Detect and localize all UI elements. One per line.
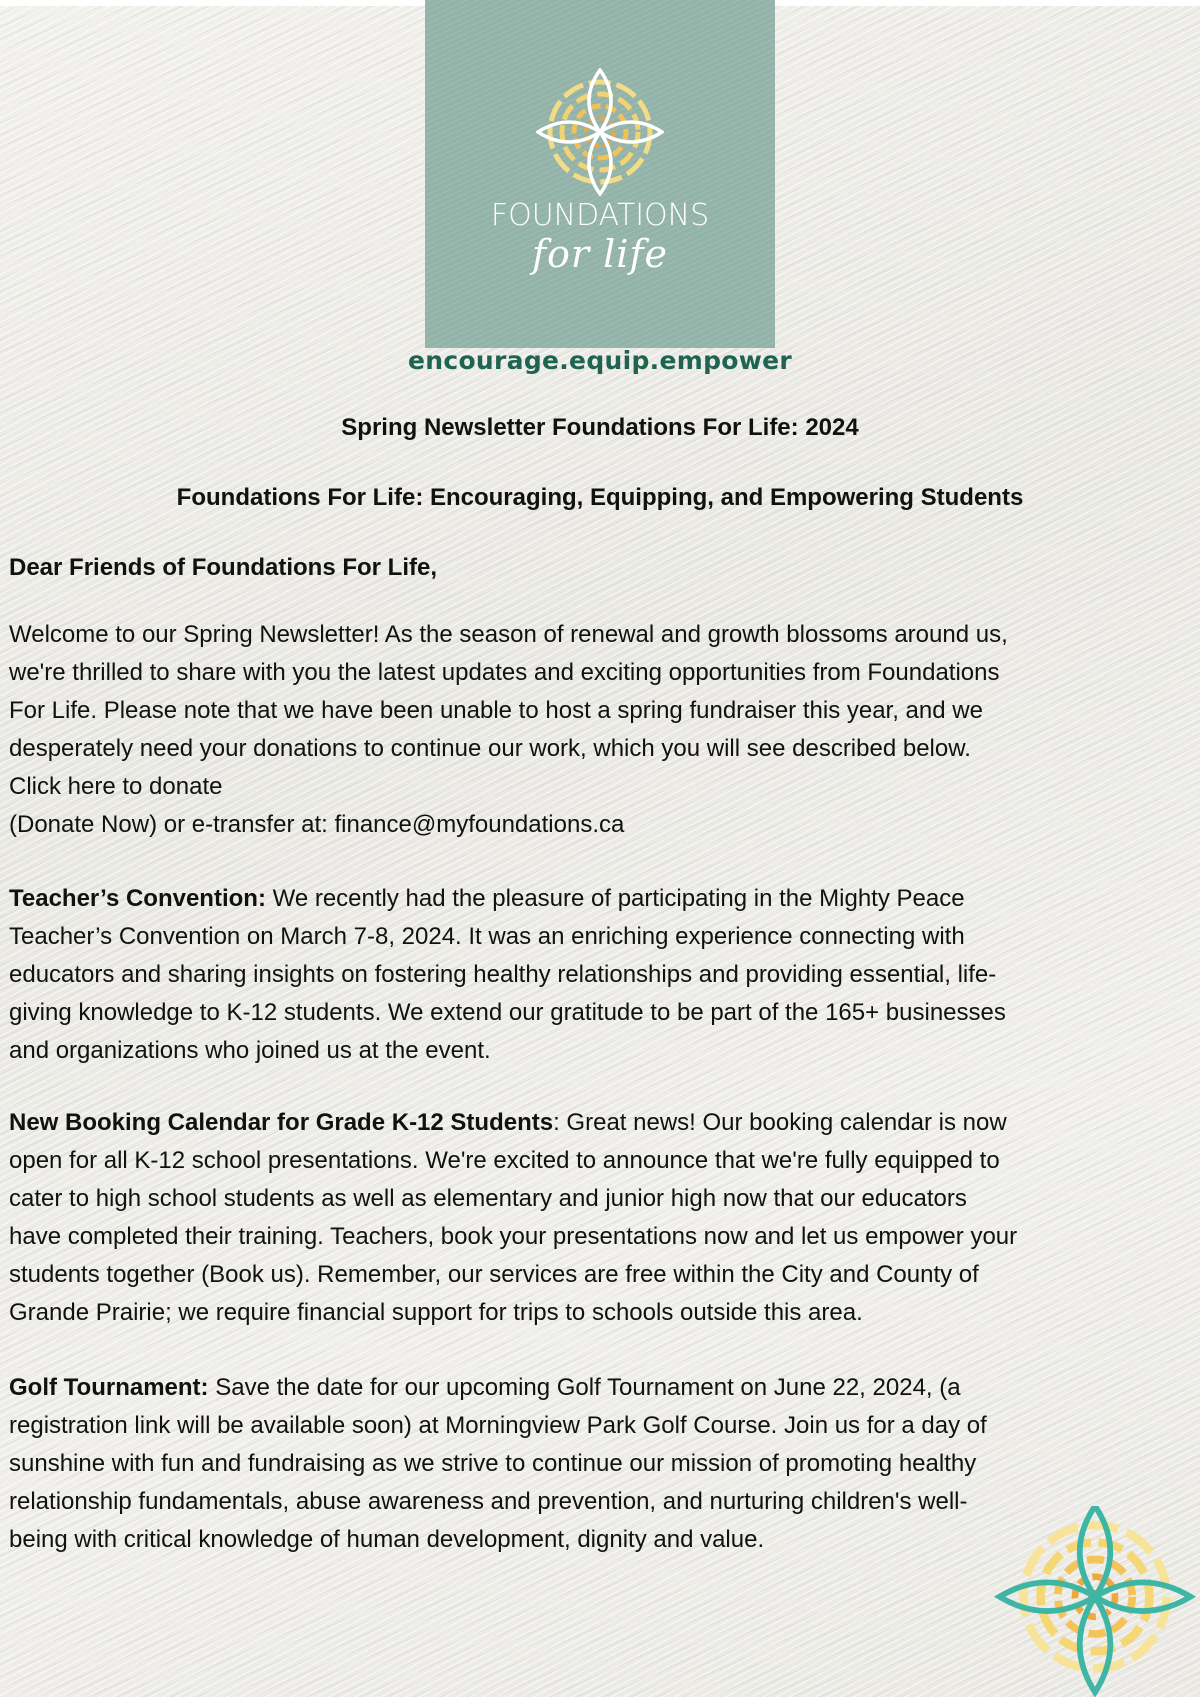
paragraph-text: students together bbox=[9, 1261, 202, 1288]
paragraph-line: cater to high school students as well as elementary and junior high now that our educators bbox=[9, 1185, 967, 1212]
paragraph-line: educators and sharing insights on fostering healthy relationships and providing essential, life- bbox=[9, 961, 997, 988]
logo-wordmark: FOUNDATIONS bbox=[490, 198, 710, 233]
welcome-paragraph bbox=[9, 616, 1199, 844]
paragraph-line: desperately need your donations to continue our work, which you will see described below. bbox=[9, 735, 971, 762]
salutation: Dear Friends of Foundations For Life, bbox=[9, 554, 438, 581]
paragraph-text: We recently had the pleasure of participating in the Mighty Peace bbox=[265, 885, 965, 912]
golf-tournament-heading: Golf Tournament: bbox=[9, 1374, 209, 1401]
paragraph-line: being with critical knowledge of human development, dignity and value. bbox=[9, 1526, 765, 1553]
booking-calendar-heading: New Booking Calendar for Grade K-12 Students bbox=[9, 1109, 554, 1136]
paragraph-text: Save the date for our upcoming Golf Tournament on June 22, 2024, (a bbox=[208, 1374, 961, 1401]
newsletter-subtitle: Foundations For Life: Encouraging, Equipping, and Empowering Students bbox=[176, 484, 1024, 511]
teacher-convention-heading: Teacher’s Convention: bbox=[9, 885, 266, 912]
paragraph-line: Grande Prairie; we require financial support for trips to schools outside this area. bbox=[9, 1299, 863, 1326]
paragraph-line: have completed their training. Teachers, book your presentations now and let us empower your bbox=[9, 1223, 1018, 1250]
donate-now-link[interactable]: (Donate Now) bbox=[9, 811, 158, 838]
logo-box bbox=[425, 0, 775, 348]
paragraph-line: relationship fundamentals, abuse awareness and prevention, and nurturing children's well- bbox=[9, 1488, 968, 1515]
corner-emblem-icon bbox=[990, 1506, 1200, 1697]
paragraph-line bbox=[9, 806, 1199, 844]
finance-email-link[interactable]: finance@myfoundations.ca bbox=[334, 811, 625, 838]
paragraph-line: registration link will be available soon) at Morningview Park Golf Course. Join us for a day of bbox=[9, 1412, 987, 1439]
paragraph-line: giving knowledge to K-12 students. We extend our gratitude to be part of the 165+ businesses bbox=[9, 999, 1006, 1026]
paragraph-line: For Life. Please note that we have been unable to host a spring fundraiser this year, and we bbox=[9, 697, 983, 724]
donate-link[interactable]: Click here to donate bbox=[9, 773, 223, 800]
teacher-convention-paragraph bbox=[9, 880, 1199, 1070]
paragraph-line: we're thrilled to share with you the latest updates and exciting opportunities from Foundations bbox=[9, 659, 1000, 686]
paragraph-line bbox=[9, 1256, 1199, 1294]
paragraph-line bbox=[9, 880, 1199, 918]
paragraph-line bbox=[9, 1104, 1199, 1142]
heading-colon: : bbox=[553, 1109, 560, 1136]
logo-emblem-icon bbox=[536, 68, 664, 196]
booking-calendar-paragraph bbox=[9, 1104, 1199, 1332]
paragraph-line: open for all K-12 school presentations. We're excited to announce that we're fully equipped to bbox=[9, 1147, 1000, 1174]
paragraph-text: Great news! Our booking calendar is now bbox=[559, 1109, 1007, 1136]
paragraph-line bbox=[9, 1369, 1199, 1407]
paragraph-line: Welcome to our Spring Newsletter! As the season of renewal and growth blossoms around us, bbox=[9, 621, 1008, 648]
paragraph-line: Teacher’s Convention on March 7-8, 2024. It was an enriching experience connecting with bbox=[9, 923, 965, 950]
book-us-link[interactable]: (Book us) bbox=[201, 1261, 304, 1288]
newsletter-title: Spring Newsletter Foundations For Life: 2024 bbox=[341, 414, 859, 441]
paragraph-text: . Remember, our services are free within the City and County of bbox=[303, 1261, 979, 1288]
logo-script-text: for life bbox=[531, 232, 669, 276]
paragraph-line bbox=[9, 768, 1199, 806]
etransfer-text: or e-transfer at: bbox=[157, 811, 335, 838]
tagline: encourage.equip.empower bbox=[407, 346, 793, 375]
paragraph-line: sunshine with fun and fundraising as we strive to continue our mission of promoting healthy bbox=[9, 1450, 977, 1477]
paragraph-line: and organizations who joined us at the event. bbox=[9, 1037, 491, 1064]
